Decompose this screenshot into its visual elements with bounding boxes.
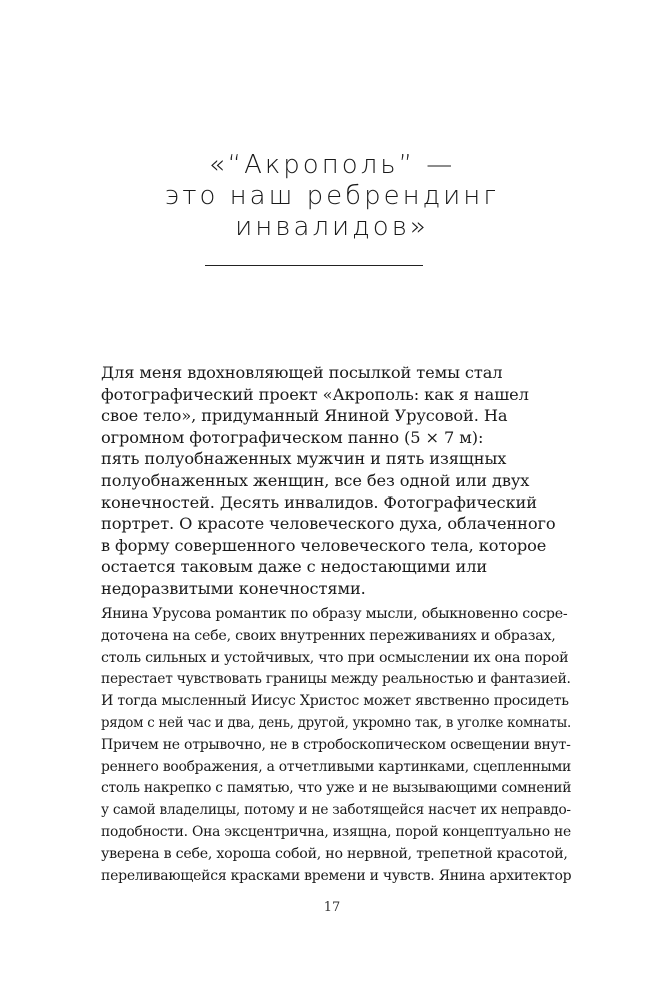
body-line: подобности. Она эксцентрична, изящна, порой концептуально не (101, 823, 572, 840)
chapter-title-line: инвалидов» (235, 212, 429, 242)
lead-line: полуобнаженных женщин, все без одной или двух (101, 470, 530, 490)
lead-line: недоразвитыми конечностями. (101, 578, 366, 598)
body-line: у самой владелицы, потому и не заботящейся насчет их неправдо- (101, 802, 571, 819)
lead-paragraph (101, 362, 571, 600)
lead-line: пять полуобнаженных мужчин и пять изящных (101, 449, 507, 469)
body-line: И тогда мысленный Иисус Христос может явственно просидеть (101, 693, 569, 710)
lead-line: фотографический проект «Акрополь: как я нашел (101, 384, 529, 404)
body-line: реннего воображения, а отчетливыми картинками, сцепленными (101, 758, 572, 775)
body-line: Янина Урусова романтик по образу мысли, обыкновенно сосре- (101, 606, 568, 622)
chapter-title-line: «“Акрополь” — (208, 150, 456, 180)
lead-line: конечностей. Десять инвалидов. Фотографический (101, 492, 537, 512)
body-line: переливающейся красками времени и чувств. Янина архитектор (101, 867, 572, 884)
lead-line: огромном фотографическом панно (5 × 7 м): (101, 427, 484, 447)
body-line: столь сильных и устойчивых, что при осмыслении их она порой (101, 649, 569, 666)
page-number: 17 (323, 900, 341, 915)
body-line: Причем не отрывочно, не в стробоскопическом освещении внут- (101, 736, 571, 753)
body-line: уверена в себе, хороша собой, но нервной, трепетной красотой, (101, 845, 568, 862)
body-line: перестает чувствовать границы между реальностью и фантазией. (101, 671, 571, 688)
lead-line: свое тело», придуманный Яниной Урусовой. На (101, 406, 508, 426)
body-line: столь накрепко с памятью, что уже и не вызывающими сомнений (101, 780, 572, 797)
body-line: рядом с ней час и два, день, другой, укромно так, в уголке комнаты. (101, 714, 571, 731)
lead-line: в форму совершенного человеческого тела, которое (101, 535, 547, 555)
lead-line: Для меня вдохновляющей посылкой темы стал (101, 363, 503, 382)
body-line: доточена на себе, своих внутренних переживаниях и образах, (101, 627, 556, 644)
lead-line: портрет. О красоте человеческого духа, облаченного (101, 514, 556, 534)
chapter-title (0, 150, 664, 243)
title-divider (205, 265, 423, 266)
body-paragraph (101, 604, 571, 887)
lead-line: остается таковым даже с недостающими или (101, 557, 488, 577)
chapter-title-line: это наш ребрендинг (164, 181, 500, 211)
